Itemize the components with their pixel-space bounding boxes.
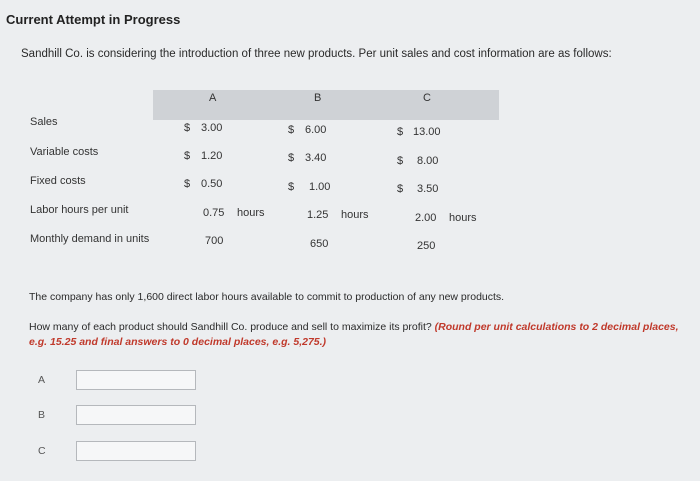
answer-label-c: C: [38, 445, 46, 457]
row-label-fixed-costs: Fixed costs: [30, 175, 86, 187]
cell-demand-a: 700: [205, 235, 224, 247]
cell-fixed-costs-c: 3.50: [417, 183, 439, 195]
cell-sales-c: 13.00: [413, 126, 441, 138]
answer-input-a[interactable]: [76, 370, 196, 390]
cell-fixed-costs-b: 1.00: [309, 181, 331, 193]
cell-demand-b: 650: [310, 238, 329, 250]
labor-hours-note: The company has only 1,600 direct labor hours available to commit to production of any new products.: [29, 291, 505, 303]
cell-sales-a: 3.00: [201, 122, 223, 134]
unit-label-hours: hours: [237, 207, 265, 219]
answer-label-b: B: [38, 409, 46, 421]
cell-sales-b: 6.00: [305, 124, 327, 136]
answer-input-c[interactable]: [76, 441, 196, 461]
currency-sign: $: [288, 124, 295, 136]
row-label-sales: Sales: [30, 116, 58, 128]
cell-demand-c: 250: [417, 240, 436, 252]
currency-sign: $: [288, 181, 295, 193]
currency-sign: $: [397, 126, 404, 138]
cell-labor-hours-b: 1.25: [307, 209, 329, 221]
answer-input-b[interactable]: [76, 405, 196, 425]
currency-sign: $: [397, 183, 404, 195]
attempt-title: Current Attempt in Progress: [6, 12, 181, 27]
problem-intro: Sandhill Co. is considering the introduction of three new products. Per unit sales and cost information are as follows:: [21, 48, 612, 60]
cell-labor-hours-c: 2.00: [415, 212, 437, 224]
cell-variable-costs-b: 3.40: [305, 152, 327, 164]
question-text: [29, 320, 689, 350]
cell-variable-costs-a: 1.20: [201, 150, 223, 162]
cell-variable-costs-c: 8.00: [417, 155, 439, 167]
row-label-monthly-demand: Monthly demand in units: [30, 233, 150, 245]
column-header-c: C: [423, 92, 431, 104]
currency-sign: $: [184, 122, 191, 134]
column-header-a: A: [209, 92, 217, 104]
currency-sign: $: [184, 178, 191, 190]
unit-label-hours: hours: [341, 209, 369, 221]
currency-sign: $: [184, 150, 191, 162]
row-label-labor-hours: Labor hours per unit: [30, 204, 129, 216]
cell-fixed-costs-a: 0.50: [201, 178, 223, 190]
table-header: [153, 90, 499, 120]
unit-label-hours: hours: [449, 212, 477, 224]
answer-label-a: A: [38, 374, 46, 386]
currency-sign: $: [288, 152, 295, 164]
cell-labor-hours-a: 0.75: [203, 207, 225, 219]
question-main: How many of each product should Sandhill Co. produce and sell to maximize its profit?: [29, 321, 432, 333]
currency-sign: $: [397, 155, 404, 167]
row-label-variable-costs: Variable costs: [30, 146, 99, 158]
rounding-hint: (Round per unit calculations to 2 decimal places, e.g. 15.25 and final answers to 0 decimal places, e.g. 5,275.): [29, 321, 679, 348]
column-header-b: B: [314, 92, 322, 104]
